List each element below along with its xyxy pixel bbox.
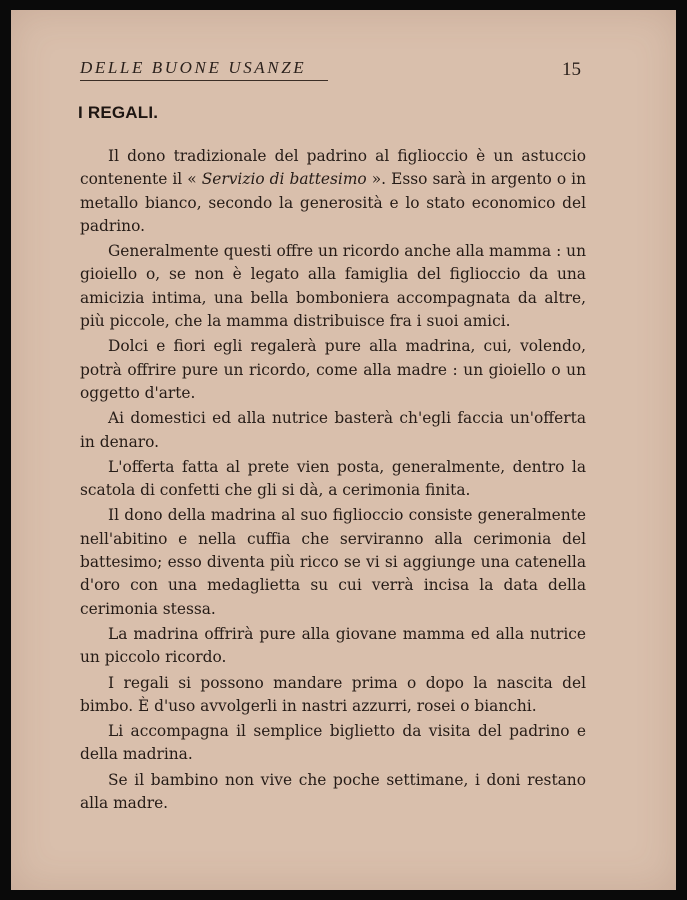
paragraph: L'offerta fatta al prete vien posta, generalmente, dentro la scatola di confetti che gli si dà, a cerimonia finita. (80, 457, 586, 500)
paragraph: Dolci e fiori egli regalerà pure alla madrina, cui, volendo, potrà offrire pure un ricordo, come alla madre : un gioiello o un oggetto d'arte. (80, 337, 586, 402)
paragraph-text: Il dono tradizionale del padrino al figlioccio è un astuccio contenente il « (80, 147, 586, 189)
book-page (11, 10, 676, 890)
paragraph: Se il bambino non vive che poche settimane, i doni restano alla madre. (80, 770, 586, 813)
paragraph: I regali si possono mandare prima o dopo la nascita del bimbo. È d'uso avvolgerli in nastri azzurri, rosei o bianchi. (80, 673, 586, 715)
paragraph: Generalmente questi offre un ricordo anche alla mamma : un gioiello o, se non è legato alla famiglia del figlioccio da una amicizia intima, una bella bomboniera accompagnata da altre, più piccole, che la mamma distribuisce fra i suoi amici. (80, 242, 586, 331)
paragraph: La madrina offrirà pure alla giovane mamma ed alla nutrice un piccolo ricordo. (80, 624, 586, 667)
page-number: 15 (562, 59, 581, 80)
body-text (80, 145, 586, 817)
paragraph: Il dono della madrina al suo figlioccio consiste generalmente nell'abitino e nella cuffia che serviranno alla cerimonia del battesimo; esso diventa più ricco se vi si aggiunge una catenella d'oro con una medaglietta su cui verrà incisa la data della cerimonia stessa. (80, 506, 586, 618)
paragraph: Li accompagna il semplice biglietto da visita del padrino e della madrina. (80, 722, 586, 764)
italic-title: Servizio di battesimo (201, 170, 367, 189)
section-title: I REGALI. (78, 103, 159, 122)
paragraph: Ai domestici ed alla nutrice basterà ch'egli faccia un'offerta in denaro. (80, 409, 586, 451)
running-head-rule (80, 80, 328, 81)
paragraph-text: ». Esso sarà in argento o in metallo bianco, secondo la generosità e lo stato economico del padrino. (80, 170, 587, 235)
paragraph (80, 145, 586, 238)
running-head-title: DELLE BUONE USANZE (80, 58, 307, 77)
